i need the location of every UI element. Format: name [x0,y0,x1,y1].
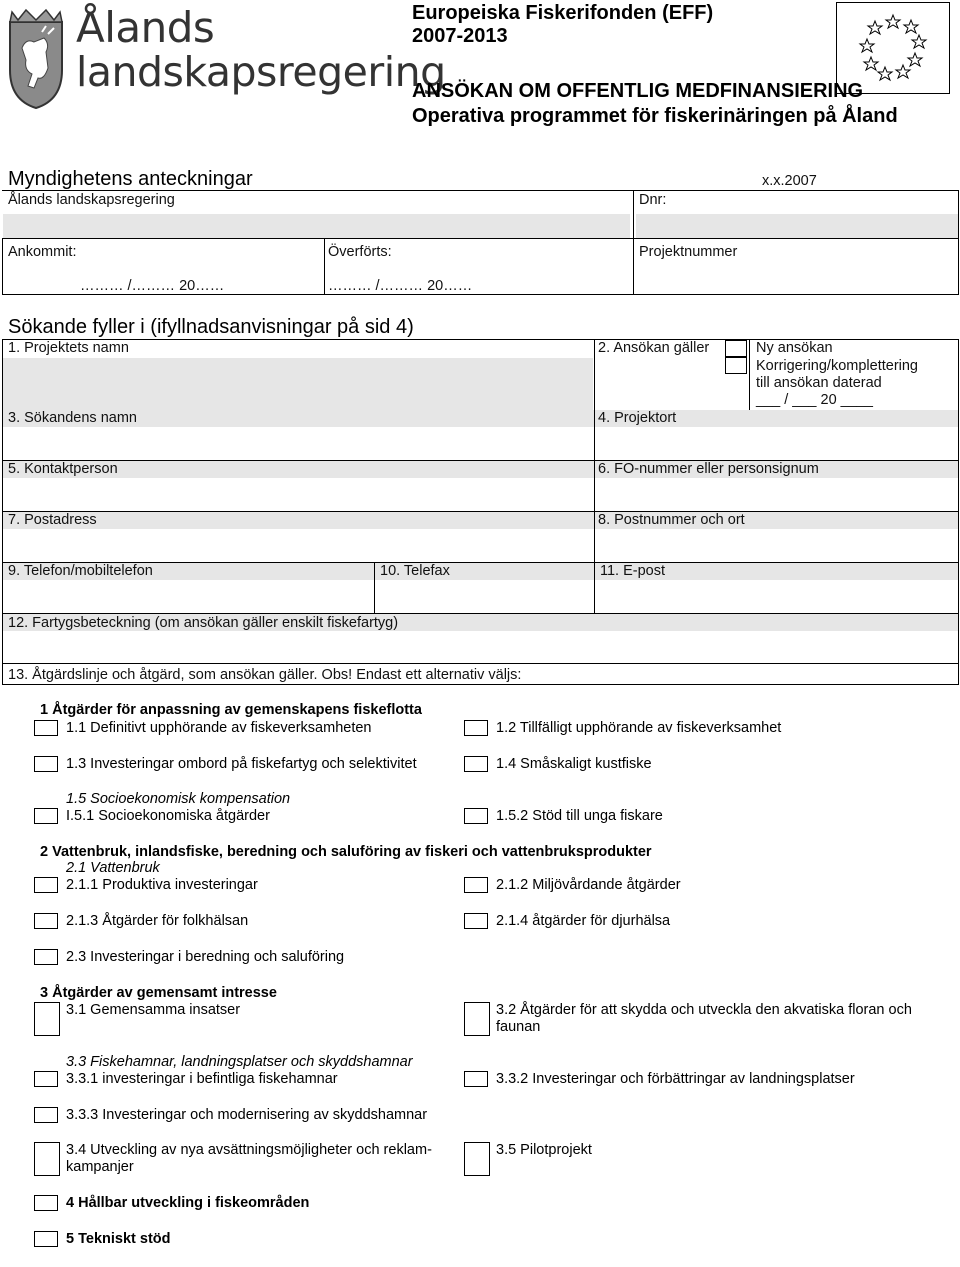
measure-3-4-label-2: kampanjer [66,1159,134,1175]
transferred-label: Överförts: [328,244,392,260]
vessel-label: 12. Fartygsbeteckning (om ansökan gäller enskilt fiskefartyg) [8,615,399,631]
measure-1-1-checkbox[interactable] [34,720,58,736]
measure-3-4-checkbox[interactable] [34,1142,60,1176]
measure-3-4-label-1: 3.4 Utveckling av nya avsättningsmöjligheter och reklam- [66,1142,432,1158]
received-date[interactable]: ……… /……… 20…… [80,278,225,294]
measure-4-label: 4 Hållbar utveckling i fiskeområden [66,1195,310,1211]
measure-1-2-label: 1.2 Tillfälligt upphörande av fiskeverksamhet [496,720,782,736]
postal-address-label: 7. Postadress [8,512,97,528]
authority-notes-heading: Myndighetens anteckningar [8,168,253,190]
measure-1-1-label: 1.1 Definitivt upphörande av fiskeverksamheten [66,720,372,736]
measure-2-1-4-checkbox[interactable] [464,913,488,929]
measure-3-3-2-checkbox[interactable] [464,1071,488,1087]
measure-2-1-4-label: 2.1.4 åtgärder för djurhälsa [496,913,671,929]
project-location-label: 4. Projektort [598,410,677,426]
measure-2-1-1-label: 2.1.1 Produktiva investeringar [66,877,258,893]
phone-label: 9. Telefon/mobiltelefon [8,563,153,579]
measure-1-3-label: 1.3 Investeringar ombord på fiskefartyg och selektivitet [66,756,417,772]
measure-instruction-label: 13. Åtgärdslinje och åtgärd, som ansökan gäller. Obs! Endast ett alternativ väljs: [8,667,522,683]
email-label: 11. E-post [600,563,666,579]
measure-3-3-1-checkbox[interactable] [34,1071,58,1087]
header-title-programme: Operativa programmet för fiskerinäringen på Åland [412,105,898,127]
business-id-label: 6. FO-nummer eller personsignum [598,461,819,477]
measure-2-3-checkbox[interactable] [34,949,58,965]
measure-3-5-label: 3.5 Pilotprojekt [496,1142,592,1158]
form-version: x.x.2007 [762,173,817,189]
header-title-period: 2007-2013 [412,25,508,47]
eu-flag [836,2,950,94]
measure-2-3-label: 2.3 Investeringar i beredning och saluföring [66,949,345,965]
received-label: Ankommit: [8,244,77,260]
group-2-heading: 2 Vattenbruk, inlandsfiske, beredning och saluföring av fiskeri och vattenbruksprodukter [40,844,652,860]
measure-3-3-3-label: 3.3.3 Investeringar och modernisering av skyddshamnar [66,1107,428,1123]
measure-1-4-checkbox[interactable] [464,756,488,772]
measure-3-1-label: 3.1 Gemensamma insatser [66,1002,241,1018]
applicant-heading: Sökande fyller i (ifyllnadsanvisningar på sid 4) [8,316,414,338]
measure-3-3-3-checkbox[interactable] [34,1107,58,1123]
measure-1-2-checkbox[interactable] [464,720,488,736]
measure-5-label: 5 Tekniskt stöd [66,1231,171,1247]
new-application-label: Ny ansökan [756,340,833,356]
measure-1-5-1-checkbox[interactable] [34,808,58,824]
dnr-field[interactable] [636,214,958,238]
measure-1-5-subheading: 1.5 Socioekonomisk kompensation [66,791,291,807]
project-name-field[interactable] [3,358,593,410]
measure-3-2-checkbox[interactable] [464,1002,490,1036]
measure-2-1-3-label: 2.1.3 Åtgärder för folkhälsan [66,913,249,929]
project-name-label: 1. Projektets namn [8,340,129,356]
logo-line-2: landskapsregering [76,48,446,96]
group-1-heading: 1 Åtgärder för anpassning av gemenskapens fiskeflotta [40,702,422,718]
correction-label-1: Korrigering/komplettering [756,358,918,374]
measure-3-2-label-2: faunan [496,1019,541,1035]
dnr-label: Dnr: [639,192,667,208]
coat-of-arms-logo [4,8,68,110]
measure-1-5-2-checkbox[interactable] [464,808,488,824]
measure-5-checkbox[interactable] [34,1231,58,1247]
measure-1-4-label: 1.4 Småskaligt kustfiske [496,756,652,772]
measure-1-5-2-label: 1.5.2 Stöd till unga fiskare [496,808,663,824]
measure-3-1-checkbox[interactable] [34,1002,60,1036]
measure-3-2-label-1: 3.2 Åtgärder för att skydda och utveckla den akvatiska floran och [496,1002,912,1018]
logo-wordmark [76,3,446,96]
logo-line-1: Ålands [76,3,215,52]
fax-label: 10. Telefax [380,563,450,579]
eu-star-icon [860,15,926,80]
application-type-label: 2. Ansökan gäller [598,340,710,356]
measure-1-5-1-label: I.5.1 Socioekonomiska åtgärder [66,808,270,824]
authority-org-label: Ålands landskapsregering [8,192,175,208]
new-application-checkbox[interactable] [725,340,747,357]
correction-checkbox[interactable] [725,357,747,374]
correction-label-2: till ansökan daterad [756,375,882,391]
measure-2-1-2-label: 2.1.2 Miljövårdande åtgärder [496,877,681,893]
measure-2-1-subheading: 2.1 Vattenbruk [66,860,160,876]
measure-2-1-3-checkbox[interactable] [34,913,58,929]
measure-2-1-2-checkbox[interactable] [464,877,488,893]
header-title-fund: Europeiska Fiskerifonden (EFF) [412,2,714,24]
group-3-heading: 3 Åtgärder av gemensamt intresse [40,985,277,1001]
applicant-name-label: 3. Sökandens namn [8,410,137,426]
measure-1-3-checkbox[interactable] [34,756,58,772]
measure-3-3-subheading: 3.3 Fiskehamnar, landningsplatser och skyddshamnar [66,1054,413,1070]
correction-date-field[interactable]: ___ / ___ 20 ____ [756,392,873,408]
postal-code-label: 8. Postnummer och ort [598,512,745,528]
measure-3-3-2-label: 3.3.2 Investeringar och förbättringar av landningsplatser [496,1071,855,1087]
project-number-label: Projektnummer [639,244,738,260]
measure-4-checkbox[interactable] [34,1195,58,1211]
measure-3-3-1-label: 3.3.1 investeringar i befintliga fiskehamnar [66,1071,338,1087]
transferred-date[interactable]: ……… /……… 20…… [328,278,473,294]
measure-3-5-checkbox[interactable] [464,1142,490,1176]
authority-org-field[interactable] [3,214,630,238]
header-title-application: ANSÖKAN OM OFFENTLIG MEDFINANSIERING [412,80,864,102]
contact-person-label: 5. Kontaktperson [8,461,118,477]
measure-2-1-1-checkbox[interactable] [34,877,58,893]
